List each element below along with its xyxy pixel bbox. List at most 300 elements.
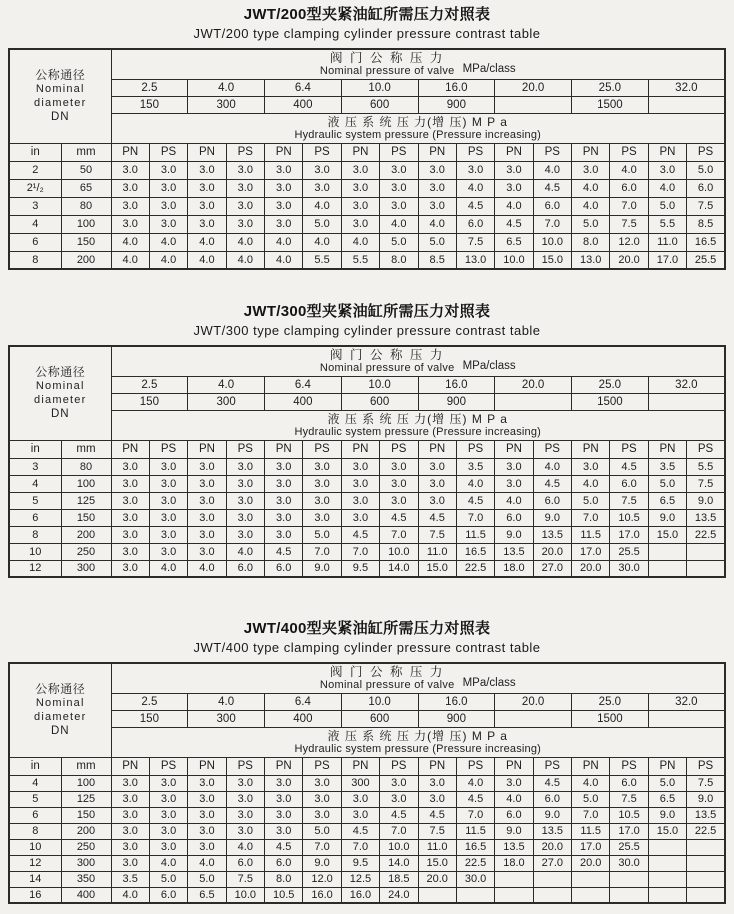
ps-header-cell: PS [149,757,187,775]
value-cell: 5.5 [687,458,725,475]
value-cell: 6.0 [533,492,571,509]
value-cell: 4.0 [111,233,149,251]
value-cell: 300 [341,775,379,791]
mpa-value-cell: 25.0 [572,79,649,96]
value-cell: 4.0 [188,560,226,577]
value-cell: 4.0 [226,233,264,251]
value-cell: 22.5 [687,823,725,839]
value-cell: 4.0 [456,775,494,791]
value-cell: 3.0 [111,807,149,823]
hydraulic-pressure-header [111,410,725,440]
value-cell: 16.5 [687,233,725,251]
value-cell: 3.0 [341,475,379,492]
valve-pressure-label-zh: 阀 门 公 称 压 力 [330,664,445,679]
mpa-value-cell: 10.0 [341,693,418,710]
value-cell: 3.0 [149,179,187,197]
value-cell: 27.0 [533,560,571,577]
value-cell: 3.0 [188,775,226,791]
value-cell: 5.0 [572,492,610,509]
value-cell: 4.0 [572,197,610,215]
diameter-label-en: diameter [34,97,87,110]
pn-header-cell: PN [418,143,456,161]
hydraulic-pressure-header [111,727,725,757]
value-cell: 10.5 [265,887,303,903]
value-cell: 5.0 [418,233,456,251]
pn-header-cell: PN [648,440,686,458]
hydraulic-label-zh: 液 压 系 统 压 力(增 压) M P a [327,411,508,426]
valve-pressure-header [111,663,725,693]
value-cell: 9.0 [687,492,725,509]
value-cell: 3.0 [111,475,149,492]
value-cell: 3.0 [341,215,379,233]
value-cell: 7.0 [572,509,610,526]
class-value-cell: 300 [188,710,265,727]
value-cell: 3.0 [418,492,456,509]
pn-header-cell: PN [572,757,610,775]
table-row [9,871,725,887]
row-in-cell: 4 [9,775,61,791]
value-cell: 17.0 [572,543,610,560]
value-cell: 6.0 [265,855,303,871]
hydraulic-label-zh: 液 压 系 统 压 力(增 压) M P a [327,728,508,743]
value-cell: 3.0 [303,775,341,791]
col-header-in: in [9,757,61,775]
value-cell: 3.0 [149,215,187,233]
table-title-en: JWT/200 type clamping cylinder pressure contrast table [193,26,541,41]
value-cell: 3.0 [188,492,226,509]
value-cell: 11.0 [648,233,686,251]
value-cell: 3.0 [341,492,379,509]
table-row [9,458,725,475]
value-cell: 15.0 [648,823,686,839]
value-cell: 3.0 [188,543,226,560]
value-cell: 3.0 [303,492,341,509]
value-cell: 3.0 [149,509,187,526]
value-cell: 12.0 [303,871,341,887]
value-cell: 3.0 [149,492,187,509]
valve-pressure-labels [320,665,455,692]
value-cell: 10.0 [380,839,418,855]
value-cell [648,887,686,903]
value-cell: 7.5 [610,791,648,807]
table-row [9,887,725,903]
table-row [9,560,725,577]
value-cell: 3.0 [265,179,303,197]
value-cell: 3.0 [648,161,686,179]
value-cell: 4.5 [533,179,571,197]
value-cell: 3.0 [265,492,303,509]
row-mm-cell: 100 [61,775,111,791]
value-cell [648,543,686,560]
diameter-label-zh: 公称通径 [35,68,86,83]
value-cell: 3.0 [111,791,149,807]
table-row [9,233,725,251]
value-cell: 20.0 [572,855,610,871]
value-cell: 4.0 [149,560,187,577]
row-in-cell: 10 [9,839,61,855]
mpa-value-cell: 20.0 [495,79,572,96]
mpa-value-cell: 25.0 [572,693,649,710]
value-cell: 3.0 [380,475,418,492]
value-cell: 7.5 [687,197,725,215]
row-in-cell: 4 [9,475,61,492]
value-cell: 3.0 [226,475,264,492]
value-cell: 5.5 [303,251,341,269]
value-cell: 5.0 [648,197,686,215]
value-cell: 6.0 [495,807,533,823]
table-row [9,775,725,791]
value-cell [533,887,571,903]
value-cell: 5.0 [648,775,686,791]
value-cell: 7.5 [687,775,725,791]
pn-header-cell: PN [111,757,149,775]
value-cell: 9.0 [495,823,533,839]
value-cell: 13.5 [495,543,533,560]
value-cell: 4.0 [610,161,648,179]
value-cell: 4.0 [226,251,264,269]
pn-header-cell: PN [111,143,149,161]
value-cell: 9.0 [533,807,571,823]
value-cell: 3.0 [188,458,226,475]
value-cell [495,887,533,903]
value-cell: 3.0 [188,791,226,807]
value-cell: 18.5 [380,871,418,887]
ps-header-cell: PS [303,143,341,161]
pn-header-cell: PN [265,757,303,775]
value-cell: 7.0 [533,215,571,233]
value-cell: 3.0 [341,197,379,215]
value-cell: 3.0 [188,475,226,492]
table-row [9,509,725,526]
value-cell: 4.5 [610,458,648,475]
value-cell: 20.0 [533,839,571,855]
value-cell: 30.0 [610,855,648,871]
value-cell [687,887,725,903]
value-cell: 3.0 [226,492,264,509]
value-cell: 4.0 [149,233,187,251]
value-cell: 3.0 [380,161,418,179]
hydraulic-label-zh: 液 压 系 统 压 力(增 压) M P a [327,114,508,129]
value-cell: 3.0 [226,509,264,526]
table-row [9,161,725,179]
value-cell: 9.5 [341,560,379,577]
value-cell: 22.5 [687,526,725,543]
mpa-value-cell: 6.4 [265,79,342,96]
value-cell: 4.0 [303,233,341,251]
ps-header-cell: PS [610,757,648,775]
value-cell: 4.0 [572,475,610,492]
mpa-value-cell: 4.0 [188,693,265,710]
value-cell: 3.0 [226,179,264,197]
hydraulic-label-en: Hydraulic system pressure (Pressure increasing) [294,128,542,141]
value-cell: 7.0 [456,807,494,823]
class-value-cell: 1500 [572,96,649,113]
value-cell: 15.0 [418,855,456,871]
value-cell: 3.0 [418,161,456,179]
value-cell: 3.0 [111,855,149,871]
value-cell: 9.5 [341,855,379,871]
mpa-value-cell: 32.0 [648,693,725,710]
class-value-cell: 150 [111,710,188,727]
class-value-cell: 900 [418,393,495,410]
class-value-cell: 400 [265,96,342,113]
value-cell: 14.0 [380,855,418,871]
ps-header-cell: PS [149,440,187,458]
value-cell [572,871,610,887]
ps-header-cell: PS [533,440,571,458]
value-cell [648,871,686,887]
value-cell: 4.5 [533,775,571,791]
row-mm-cell: 100 [61,475,111,492]
value-cell: 4.0 [303,197,341,215]
value-cell: 3.0 [341,161,379,179]
value-cell: 4.0 [495,492,533,509]
value-cell: 8.5 [687,215,725,233]
value-cell: 3.0 [341,807,379,823]
value-cell: 7.0 [341,543,379,560]
value-cell: 11.5 [572,823,610,839]
mpa-value-cell: 32.0 [648,79,725,96]
value-cell: 3.0 [418,775,456,791]
value-cell: 16.5 [456,543,494,560]
value-cell: 3.0 [265,775,303,791]
value-cell: 9.0 [648,807,686,823]
row-in-cell: 8 [9,526,61,543]
value-cell: 3.0 [188,526,226,543]
value-cell: 20.0 [572,560,610,577]
value-cell: 20.0 [533,543,571,560]
value-cell: 10.0 [533,233,571,251]
table-row [9,807,725,823]
value-cell: 3.0 [226,807,264,823]
value-cell: 7.0 [380,526,418,543]
class-value-cell: 150 [111,393,188,410]
class-value-cell [495,393,572,410]
value-cell: 8.0 [265,871,303,887]
ps-header-cell: PS [687,143,725,161]
class-value-cell [495,96,572,113]
ps-header-cell: PS [303,757,341,775]
valve-pressure-labels [320,51,455,78]
valve-pressure-header [111,49,725,79]
value-cell: 3.0 [265,509,303,526]
value-cell: 4.0 [572,179,610,197]
diameter-label-en: Nominal [35,380,85,393]
valve-pressure-unit: MPa/class [462,676,516,689]
value-cell: 3.0 [226,161,264,179]
value-cell: 6.0 [265,560,303,577]
value-cell: 11.5 [456,823,494,839]
table-title-zh: JWT/200型夹紧油缸所需压力对照表 [243,6,491,23]
row-mm-cell: 50 [61,161,111,179]
value-cell: 3.0 [149,543,187,560]
pn-header-cell: PN [265,440,303,458]
value-cell: 4.0 [341,233,379,251]
ps-header-cell: PS [533,757,571,775]
value-cell [572,887,610,903]
value-cell: 3.0 [111,560,149,577]
value-cell: 6.0 [226,560,264,577]
value-cell: 3.0 [303,458,341,475]
value-cell: 3.0 [303,791,341,807]
value-cell: 3.0 [265,458,303,475]
value-cell: 13.5 [687,807,725,823]
value-cell: 6.0 [610,775,648,791]
ps-header-cell: PS [610,143,648,161]
value-cell: 3.0 [188,839,226,855]
diameter-label-en: Nominal [35,83,85,96]
pn-header-cell: PN [341,440,379,458]
value-cell: 27.0 [533,855,571,871]
value-cell: 3.0 [226,823,264,839]
ps-header-cell: PS [380,757,418,775]
hydraulic-label-en: Hydraulic system pressure (Pressure increasing) [294,425,542,438]
value-cell: 24.0 [380,887,418,903]
value-cell [456,887,494,903]
value-cell: 3.0 [265,526,303,543]
table-row [9,791,725,807]
row-mm-cell: 250 [61,839,111,855]
ps-header-cell: PS [149,143,187,161]
value-cell: 7.5 [418,526,456,543]
value-cell: 3.0 [111,526,149,543]
value-cell: 3.0 [226,458,264,475]
value-cell: 3.0 [380,492,418,509]
value-cell: 3.0 [111,823,149,839]
value-cell: 7.0 [572,807,610,823]
class-value-cell [495,710,572,727]
value-cell: 7.5 [456,233,494,251]
value-cell: 3.0 [418,475,456,492]
mpa-value-cell: 20.0 [495,376,572,393]
class-value-cell: 400 [265,710,342,727]
value-cell [495,871,533,887]
value-cell: 9.0 [687,791,725,807]
table-row [9,543,725,560]
value-cell: 10.5 [610,509,648,526]
pn-header-cell: PN [188,757,226,775]
value-cell: 13.0 [572,251,610,269]
value-cell: 3.0 [149,526,187,543]
value-cell: 4.0 [533,458,571,475]
value-cell: 4.0 [226,839,264,855]
row-mm-cell: 200 [61,251,111,269]
row-mm-cell: 65 [61,179,111,197]
mpa-value-cell: 2.5 [111,693,188,710]
value-cell: 4.5 [456,492,494,509]
value-cell: 3.0 [149,791,187,807]
value-cell [648,839,686,855]
value-cell: 3.0 [380,775,418,791]
row-mm-cell: 80 [61,197,111,215]
value-cell: 30.0 [456,871,494,887]
value-cell: 3.0 [188,509,226,526]
value-cell: 3.0 [418,179,456,197]
mpa-value-cell: 2.5 [111,79,188,96]
table-row [9,526,725,543]
mpa-value-cell: 10.0 [341,79,418,96]
nominal-diameter-header [9,346,111,440]
row-mm-cell: 150 [61,233,111,251]
value-cell: 3.0 [226,526,264,543]
value-cell: 3.0 [380,791,418,807]
hydraulic-pressure-header [111,113,725,143]
value-cell: 4.0 [188,233,226,251]
col-header-in: in [9,143,61,161]
value-cell: 5.5 [341,251,379,269]
pn-header-cell: PN [111,440,149,458]
mpa-value-cell: 32.0 [648,376,725,393]
value-cell: 7.5 [418,823,456,839]
mpa-value-cell: 6.4 [265,693,342,710]
row-mm-cell: 400 [61,887,111,903]
pn-header-cell: PN [418,440,456,458]
value-cell: 5.5 [648,215,686,233]
row-mm-cell: 100 [61,215,111,233]
col-header-mm: mm [61,143,111,161]
value-cell: 4.5 [380,807,418,823]
value-cell: 3.0 [149,807,187,823]
value-cell: 25.5 [687,251,725,269]
value-cell: 12.5 [341,871,379,887]
value-cell: 4.0 [149,251,187,269]
class-value-cell: 600 [341,710,418,727]
value-cell: 7.5 [226,871,264,887]
row-in-cell: 3 [9,197,61,215]
value-cell: 18.0 [495,560,533,577]
value-cell: 3.5 [111,871,149,887]
class-value-cell: 600 [341,393,418,410]
value-cell: 5.0 [572,791,610,807]
value-cell: 3.0 [495,475,533,492]
value-cell: 16.0 [303,887,341,903]
value-cell: 3.0 [572,458,610,475]
value-cell: 8.0 [380,251,418,269]
value-cell: 13.5 [533,526,571,543]
value-cell: 3.0 [303,179,341,197]
mpa-value-cell: 4.0 [188,79,265,96]
row-in-cell: 6 [9,233,61,251]
value-cell: 6.5 [188,887,226,903]
class-value-cell: 900 [418,96,495,113]
value-cell: 3.0 [111,775,149,791]
value-cell: 3.0 [111,215,149,233]
diameter-label-zh: 公称通径 [35,682,86,697]
value-cell [687,560,725,577]
value-cell: 20.0 [418,871,456,887]
pn-header-cell: PN [648,757,686,775]
mpa-value-cell: 16.0 [418,79,495,96]
value-cell: 7.0 [380,823,418,839]
value-cell: 4.5 [418,807,456,823]
valve-pressure-wrap [112,51,725,78]
row-in-cell: 3 [9,458,61,475]
value-cell: 4.0 [111,251,149,269]
value-cell: 7.0 [303,839,341,855]
pn-header-cell: PN [188,440,226,458]
value-cell: 3.0 [341,509,379,526]
value-cell: 11.0 [418,839,456,855]
value-cell: 15.0 [418,560,456,577]
row-mm-cell: 200 [61,823,111,839]
value-cell: 7.0 [303,543,341,560]
row-mm-cell: 200 [61,526,111,543]
value-cell: 3.0 [149,161,187,179]
value-cell: 9.0 [648,509,686,526]
value-cell: 3.0 [456,161,494,179]
value-cell: 9.0 [303,855,341,871]
value-cell: 4.5 [341,526,379,543]
